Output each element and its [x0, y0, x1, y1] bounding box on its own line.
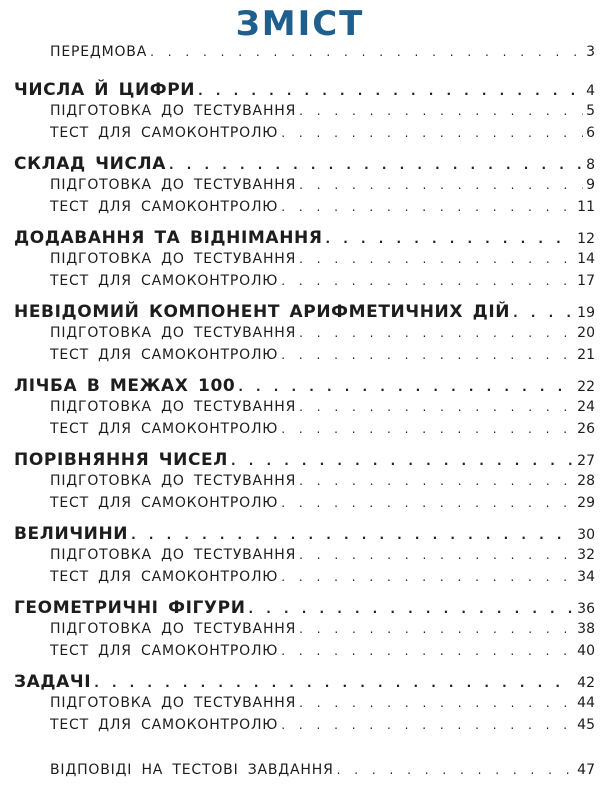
leader-dots — [281, 718, 574, 732]
toc-page-number: 38 — [577, 621, 595, 637]
toc-section[interactable] — [14, 672, 595, 692]
toc-page-number: 36 — [577, 601, 595, 617]
leader-dots — [299, 104, 583, 118]
toc-section[interactable] — [14, 228, 595, 248]
toc-label: ПІДГОТОВКА ДО ТЕСТУВАННЯ — [50, 547, 297, 563]
toc-section[interactable] — [14, 524, 595, 544]
toc-subitem-test[interactable] — [50, 643, 595, 659]
toc-subitem-prep[interactable] — [50, 547, 595, 563]
toc-label: ЗАДАЧІ — [14, 672, 92, 692]
leader-dots — [326, 232, 575, 246]
leader-dots — [513, 306, 574, 320]
toc-subitem-prep[interactable] — [50, 325, 595, 341]
leader-dots — [238, 380, 574, 394]
toc-subitem-test[interactable] — [50, 199, 595, 215]
leader-dots — [281, 200, 574, 214]
toc-label: ПІДГОТОВКА ДО ТЕСТУВАННЯ — [50, 621, 297, 637]
toc-page-number: 34 — [577, 569, 595, 585]
toc-label: НЕВІДОМИЙ КОМПОНЕНТ АРИФМЕТИЧНИХ ДІЙ — [14, 302, 511, 322]
toc-page-number: 6 — [586, 125, 595, 141]
toc-label: ТЕСТ ДЛЯ САМОКОНТРОЛЮ — [50, 199, 279, 215]
toc-subitem-prep[interactable] — [50, 695, 595, 711]
toc-page-number: 20 — [577, 325, 595, 341]
toc-page-number: 22 — [577, 379, 595, 395]
leader-dots — [281, 126, 583, 140]
toc-label: ПІДГОТОВКА ДО ТЕСТУВАННЯ — [50, 473, 297, 489]
toc-page-number: 47 — [577, 762, 595, 778]
leader-dots — [299, 400, 574, 414]
toc-label: ПІДГОТОВКА ДО ТЕСТУВАННЯ — [50, 695, 297, 711]
toc-section[interactable] — [14, 376, 595, 396]
toc-label: ТЕСТ ДЛЯ САМОКОНТРОЛЮ — [50, 273, 279, 289]
toc-page-number: 29 — [577, 495, 595, 511]
toc-page-number: 30 — [577, 527, 595, 543]
leader-dots — [281, 348, 574, 362]
leader-dots — [299, 622, 574, 636]
toc-subitem-test[interactable] — [50, 421, 595, 437]
toc-label: СКЛАД ЧИСЛА — [14, 154, 167, 174]
toc-label: ПІДГОТОВКА ДО ТЕСТУВАННЯ — [50, 399, 297, 415]
leader-dots — [281, 570, 574, 584]
toc-subitem-test[interactable] — [50, 347, 595, 363]
leader-dots — [337, 763, 575, 777]
leader-dots — [299, 474, 574, 488]
toc-label: ВЕЛИЧИНИ — [14, 524, 129, 544]
leader-dots — [281, 496, 574, 510]
leader-dots — [281, 422, 574, 436]
toc-page-number: 3 — [586, 44, 595, 60]
toc-page-number: 27 — [577, 453, 595, 469]
toc-page-number: 17 — [577, 273, 595, 289]
toc-section[interactable] — [14, 80, 595, 100]
toc-label: ТЕСТ ДЛЯ САМОКОНТРОЛЮ — [50, 421, 279, 437]
toc-label: ЧИСЛА Й ЦИФРИ — [14, 80, 196, 100]
toc-section[interactable] — [14, 450, 595, 470]
leader-dots — [150, 45, 583, 59]
toc-label: ПІДГОТОВКА ДО ТЕСТУВАННЯ — [50, 325, 297, 341]
leader-dots — [249, 602, 575, 616]
toc-intro[interactable] — [50, 44, 595, 60]
toc-label: ТЕСТ ДЛЯ САМОКОНТРОЛЮ — [50, 643, 279, 659]
toc-label: ПІДГОТОВКА ДО ТЕСТУВАННЯ — [50, 177, 297, 193]
toc-page-number: 12 — [577, 231, 595, 247]
leader-dots — [169, 158, 583, 172]
toc-subitem-prep[interactable] — [50, 103, 595, 119]
toc-page-number: 21 — [577, 347, 595, 363]
toc-subitem-prep[interactable] — [50, 177, 595, 193]
toc-page-number: 28 — [577, 473, 595, 489]
toc-page-number: 40 — [577, 643, 595, 659]
toc-label: ТЕСТ ДЛЯ САМОКОНТРОЛЮ — [50, 717, 279, 733]
leader-dots — [281, 274, 574, 288]
toc-label: ВІДПОВІДІ НА ТЕСТОВІ ЗАВДАННЯ — [50, 762, 334, 778]
toc-label: ПІДГОТОВКА ДО ТЕСТУВАННЯ — [50, 251, 297, 267]
toc-page-number: 14 — [577, 251, 595, 267]
toc-section[interactable] — [14, 598, 595, 618]
toc-subitem-test[interactable] — [50, 273, 595, 289]
toc-page-number: 11 — [577, 199, 595, 215]
toc-page-number: 44 — [577, 695, 595, 711]
leader-dots — [299, 252, 574, 266]
toc-label: ТЕСТ ДЛЯ САМОКОНТРОЛЮ — [50, 569, 279, 585]
toc-subitem-prep[interactable] — [50, 473, 595, 489]
toc-page-number: 32 — [577, 547, 595, 563]
toc-label: ЛІЧБА В МЕЖАХ 100 — [14, 376, 236, 396]
toc-subitem-prep[interactable] — [50, 399, 595, 415]
toc-subitem-test[interactable] — [50, 569, 595, 585]
leader-dots — [299, 696, 574, 710]
toc-subitem-test[interactable] — [50, 495, 595, 511]
toc-page-number: 9 — [586, 177, 595, 193]
toc-page-number: 42 — [577, 675, 595, 691]
toc-page-number: 8 — [586, 157, 595, 173]
toc-label: ТЕСТ ДЛЯ САМОКОНТРОЛЮ — [50, 125, 279, 141]
toc-label: ТЕСТ ДЛЯ САМОКОНТРОЛЮ — [50, 347, 279, 363]
toc-subitem-test[interactable] — [50, 125, 595, 141]
toc-page-number: 19 — [577, 305, 595, 321]
toc-label: ПІДГОТОВКА ДО ТЕСТУВАННЯ — [50, 103, 297, 119]
toc-subitem-test[interactable] — [50, 717, 595, 733]
leader-dots — [131, 528, 574, 542]
toc-page-number: 4 — [586, 83, 595, 99]
leader-dots — [299, 326, 574, 340]
toc-subitem-prep[interactable] — [50, 621, 595, 637]
leader-dots — [299, 178, 583, 192]
leader-dots — [299, 548, 574, 562]
toc-section[interactable] — [14, 154, 595, 174]
toc-label: ГЕОМЕТРИЧНІ ФІГУРИ — [14, 598, 246, 618]
toc-page-number: 24 — [577, 399, 595, 415]
toc-label: ПЕРЕДМОВА — [50, 44, 148, 60]
toc-page-number: 5 — [586, 103, 595, 119]
toc-page-number: 26 — [577, 421, 595, 437]
toc-label: ТЕСТ ДЛЯ САМОКОНТРОЛЮ — [50, 495, 279, 511]
toc-answers[interactable] — [50, 762, 595, 778]
toc-label: ПОРІВНЯННЯ ЧИСЕЛ — [14, 450, 228, 470]
toc-label: ДОДАВАННЯ ТА ВІДНІМАННЯ — [14, 228, 323, 248]
leader-dots — [198, 84, 583, 98]
toc-page-number: 45 — [577, 717, 595, 733]
toc-subitem-prep[interactable] — [50, 251, 595, 267]
leader-dots — [281, 644, 574, 658]
page-title: ЗМІСТ — [235, 4, 365, 44]
toc-section[interactable] — [14, 302, 595, 322]
leader-dots — [231, 454, 574, 468]
leader-dots — [94, 676, 574, 690]
